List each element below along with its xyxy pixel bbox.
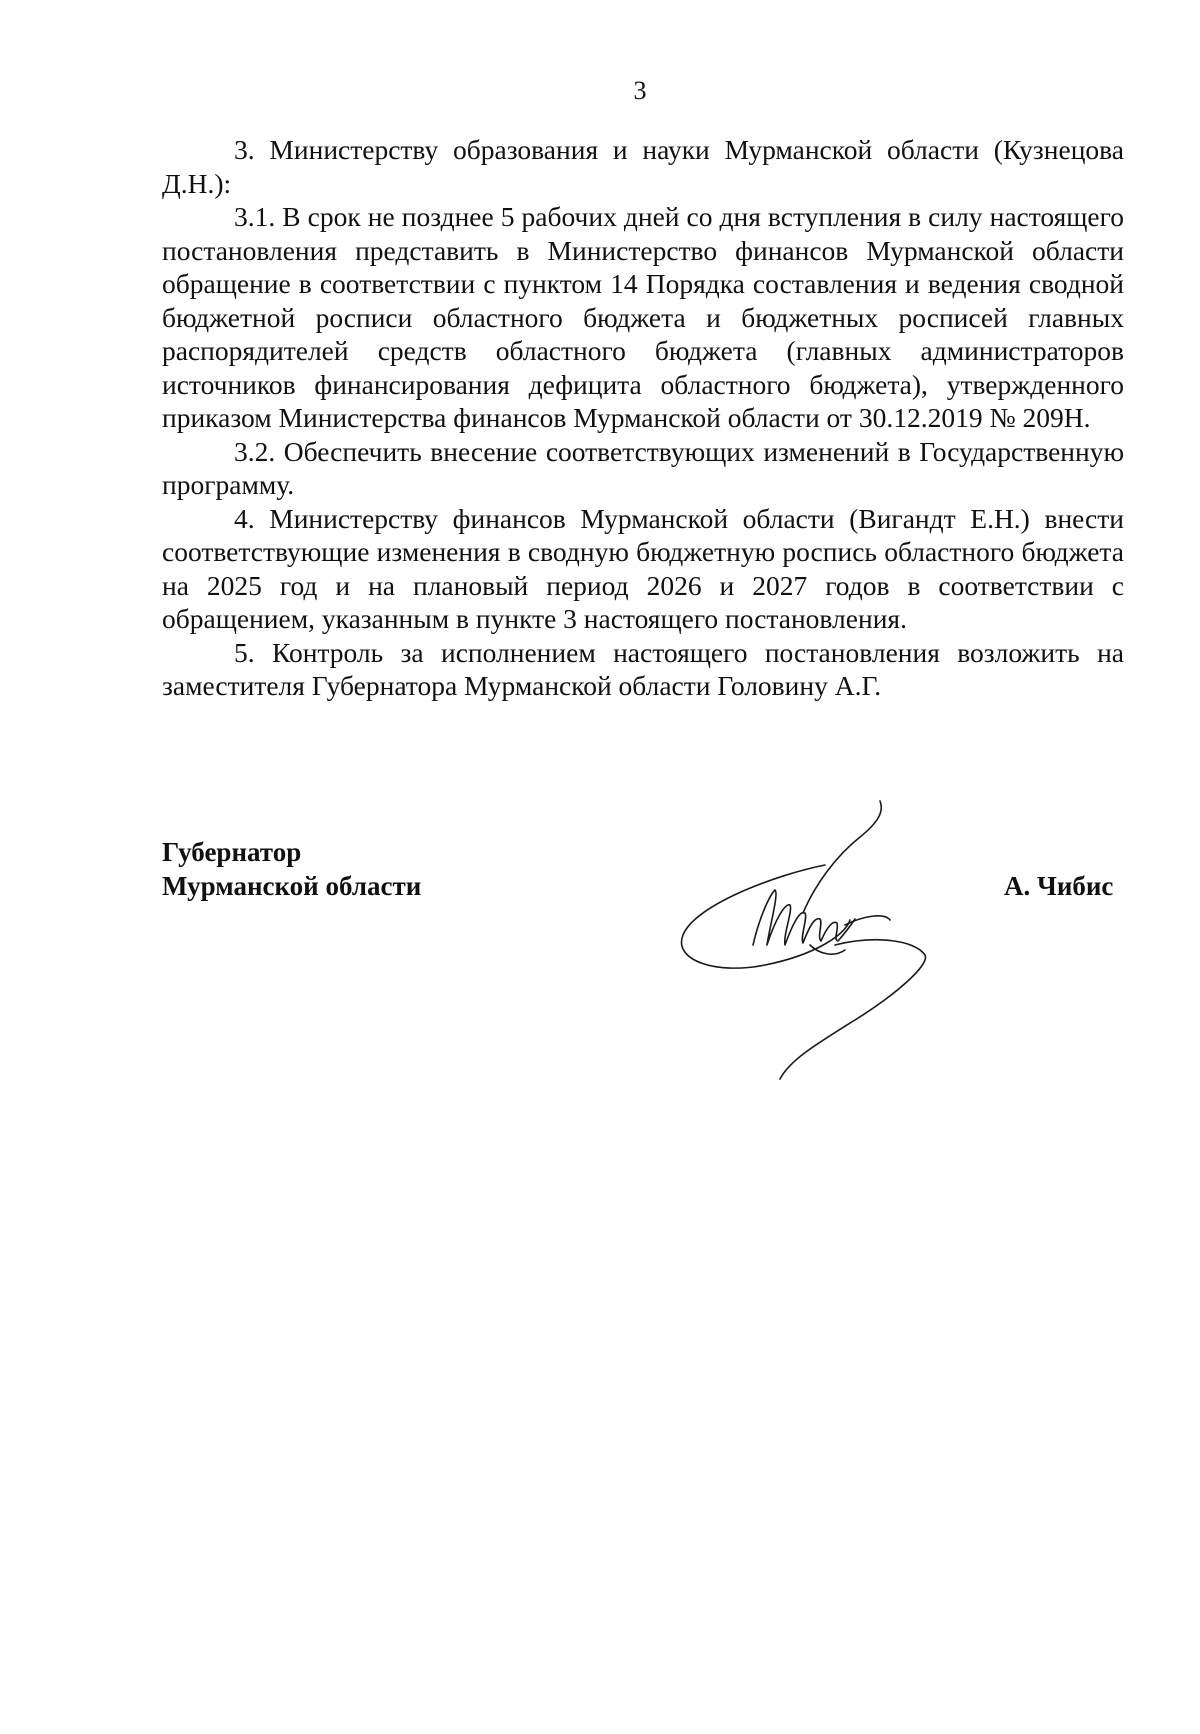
position-title: Губернатор (162, 837, 302, 867)
signatory-position (162, 835, 421, 903)
paragraph-3-1: 3.1. В срок не позднее 5 рабочих дней со дня вступления в силу настоящего постановления представить в Министерство финансов Мурманской области обращение в соответствии с пунктом 14 Порядка составления и ведения сводной бюджетной росписи областного бюджета и бюджетных росписей главных распорядителей средств областного бюджета (главных администраторов источников финансирования дефицита областного бюджета), утвержденного приказом Министерства финансов Мурманской области от 30.12.2019 № 209Н. (162, 201, 1124, 433)
document-body (162, 133, 1124, 703)
page-number: 3 (633, 76, 647, 105)
paragraph-3-2: 3.2. Обеспечить внесение соответствующих изменений в Государственную программу. (162, 435, 1124, 500)
paragraph-5: 5. Контроль за исполнением настоящего постановления возложить на заместителя Губернатора Мурманской области Головину А.Г. (162, 636, 1124, 701)
position-region: Мурманской области (162, 871, 422, 901)
paragraph-3: 3. Министерству образования и науки Мурманской области (Кузнецова Д.Н.): (162, 134, 1124, 199)
paragraph-4: 4. Министерству финансов Мурманской области (Вигандт Е.Н.) внести соответствующие изменения в сводную бюджетную роспись областного бюджета на 2025 год и на плановый период 2026 и 2027 годов в соответствии с обращением, указанным в пункте 3 настоящего постановления. (162, 502, 1124, 634)
handwritten-signature (675, 795, 955, 1080)
signer-name: А. Чибис (1004, 871, 1114, 901)
